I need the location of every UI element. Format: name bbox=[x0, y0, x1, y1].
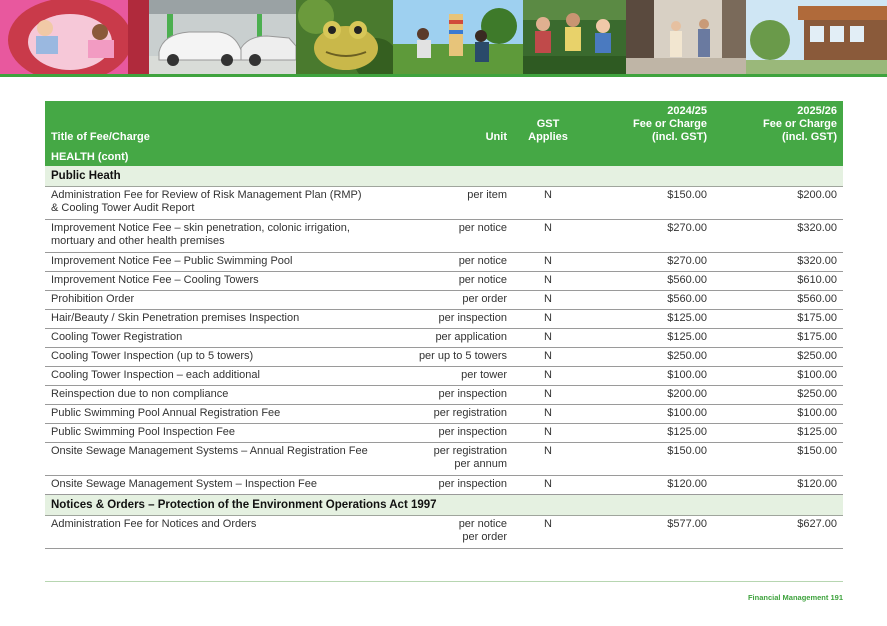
fee-2024-25 bbox=[583, 367, 713, 386]
table-row bbox=[45, 220, 843, 253]
fee-unit-text: per inspection bbox=[438, 478, 507, 490]
gst-applies bbox=[513, 348, 583, 367]
playground-photo bbox=[0, 0, 149, 74]
fee-2024-25 bbox=[583, 424, 713, 443]
fee-title-text: Reinspection due to non compliance bbox=[51, 388, 229, 400]
fee-unit-text: per registration bbox=[433, 407, 507, 419]
table-row bbox=[45, 272, 843, 291]
table-row bbox=[45, 516, 843, 549]
town-centre-photo bbox=[746, 0, 887, 74]
fee-2024-25 bbox=[583, 291, 713, 310]
gst-applies-text: N bbox=[544, 312, 552, 324]
fee-2024-25 bbox=[583, 348, 713, 367]
fee-unit-text: per notice bbox=[458, 255, 507, 267]
fee-2025-26-text: $150.00 bbox=[797, 445, 837, 457]
fee-2024-25-text: $125.00 bbox=[667, 426, 707, 438]
table-row bbox=[45, 367, 843, 386]
fee-2024-25 bbox=[583, 405, 713, 424]
fee-unit bbox=[387, 443, 513, 476]
header-title: Title of Fee/Charge bbox=[45, 101, 387, 147]
fee-title-text: Hair/Beauty / Skin Penetration premises Inspection bbox=[51, 312, 300, 324]
fee-2025-26 bbox=[713, 220, 843, 253]
fee-title bbox=[45, 291, 387, 310]
gst-applies-text: N bbox=[544, 189, 552, 201]
table-row bbox=[45, 405, 843, 424]
fee-2025-26 bbox=[713, 329, 843, 348]
fee-2024-25-text: $200.00 bbox=[667, 388, 707, 400]
fee-title-text: Prohibition Order bbox=[51, 293, 135, 305]
fee-2025-26 bbox=[713, 476, 843, 495]
fee-2025-26 bbox=[713, 443, 843, 476]
fee-unit bbox=[387, 291, 513, 310]
fee-2024-25 bbox=[583, 187, 713, 220]
fee-unit-text: per tower bbox=[461, 369, 507, 381]
fee-2024-25-text: $125.00 bbox=[667, 331, 707, 343]
fee-2025-26 bbox=[713, 310, 843, 329]
fee-2025-26-text: $610.00 bbox=[797, 274, 837, 286]
table-row bbox=[45, 291, 843, 310]
fee-title bbox=[45, 405, 387, 424]
gst-applies bbox=[513, 310, 583, 329]
gst-applies-text: N bbox=[544, 293, 552, 305]
fee-2024-25-text: $100.00 bbox=[667, 407, 707, 419]
fee-unit bbox=[387, 367, 513, 386]
gst-applies-text: N bbox=[544, 331, 552, 343]
fee-title bbox=[45, 187, 387, 220]
fee-unit-text: per inspection bbox=[438, 388, 507, 400]
gst-applies-text: N bbox=[544, 222, 552, 234]
gst-applies-text: N bbox=[544, 445, 552, 457]
fee-2024-25 bbox=[583, 516, 713, 549]
fee-2024-25-text: $100.00 bbox=[667, 369, 707, 381]
fee-unit-text: per notice bbox=[458, 518, 507, 530]
fee-2024-25 bbox=[583, 443, 713, 476]
footer-divider bbox=[45, 581, 843, 582]
footer-page-label: Financial Management 191 bbox=[747, 593, 843, 602]
fee-unit bbox=[387, 348, 513, 367]
fee-2024-25-text: $560.00 bbox=[667, 274, 707, 286]
fee-unit bbox=[387, 405, 513, 424]
ev-charging-photo bbox=[149, 0, 296, 74]
fee-title-text: Public Swimming Pool Inspection Fee bbox=[51, 426, 236, 438]
fee-unit-text: per item bbox=[467, 189, 507, 201]
fee-title bbox=[45, 386, 387, 405]
subsection-row bbox=[45, 166, 843, 187]
subsection-row bbox=[45, 495, 843, 516]
fee-2024-25-text: $150.00 bbox=[667, 445, 707, 457]
fee-2025-26-text: $250.00 bbox=[797, 388, 837, 400]
fee-unit-text: per inspection bbox=[438, 312, 507, 324]
fee-2024-25-text: $560.00 bbox=[667, 293, 707, 305]
fee-title-text: Cooling Tower Inspection (up to 5 towers) bbox=[51, 350, 254, 362]
fee-unit-text: per annum bbox=[454, 458, 507, 470]
subsection-title: Notices & Orders – Protection of the Environment Operations Act 1997 bbox=[45, 495, 843, 516]
fee-unit bbox=[387, 220, 513, 253]
fee-2024-25-text: $577.00 bbox=[667, 518, 707, 530]
fee-2025-26-text: $175.00 bbox=[797, 312, 837, 324]
fee-2024-25-text: $120.00 bbox=[667, 478, 707, 490]
gst-applies bbox=[513, 253, 583, 272]
fee-unit-text: per notice bbox=[458, 274, 507, 286]
gst-applies-text: N bbox=[544, 478, 552, 490]
fee-2025-26 bbox=[713, 291, 843, 310]
table-row bbox=[45, 476, 843, 495]
fee-title-text: Public Swimming Pool Annual Registration Fee bbox=[51, 407, 281, 419]
header-2025-26: 2025/26 Fee or Charge (incl. GST) bbox=[713, 101, 843, 147]
fee-unit-text: per order bbox=[462, 293, 507, 305]
fee-title-text: Administration Fee for Notices and Orders bbox=[51, 518, 257, 530]
fee-unit-text: per notice bbox=[458, 222, 507, 234]
fee-2024-25 bbox=[583, 253, 713, 272]
gst-applies bbox=[513, 443, 583, 476]
fee-2024-25-text: $270.00 bbox=[667, 255, 707, 267]
gst-applies bbox=[513, 424, 583, 443]
fee-unit-text: per up to 5 towers bbox=[418, 350, 507, 362]
fee-2024-25-text: $270.00 bbox=[667, 222, 707, 234]
street-photo bbox=[626, 0, 746, 74]
fee-unit bbox=[387, 476, 513, 495]
fee-title bbox=[45, 348, 387, 367]
fee-unit bbox=[387, 253, 513, 272]
fee-title bbox=[45, 329, 387, 348]
gst-applies bbox=[513, 272, 583, 291]
fee-2024-25 bbox=[583, 386, 713, 405]
fee-2024-25 bbox=[583, 329, 713, 348]
giant-jenga-photo bbox=[393, 0, 523, 74]
fee-2025-26 bbox=[713, 348, 843, 367]
gst-applies bbox=[513, 220, 583, 253]
gst-applies-text: N bbox=[544, 350, 552, 362]
fee-unit bbox=[387, 329, 513, 348]
header-gst: GST Applies bbox=[513, 101, 583, 147]
gst-applies bbox=[513, 405, 583, 424]
section-title: HEALTH (cont) bbox=[45, 147, 843, 166]
fee-2025-26 bbox=[713, 253, 843, 272]
fee-unit bbox=[387, 516, 513, 549]
fee-unit-text: per application bbox=[435, 331, 507, 343]
fees-table bbox=[45, 101, 843, 549]
fee-2024-25-text: $150.00 bbox=[667, 189, 707, 201]
fee-title bbox=[45, 443, 387, 476]
fee-2025-26-text: $175.00 bbox=[797, 331, 837, 343]
fee-2025-26 bbox=[713, 405, 843, 424]
fee-unit bbox=[387, 386, 513, 405]
fee-title-text: & Cooling Tower Audit Report bbox=[51, 202, 195, 214]
fee-unit-text: per order bbox=[462, 531, 507, 543]
fee-title bbox=[45, 424, 387, 443]
table-row bbox=[45, 424, 843, 443]
table-row bbox=[45, 253, 843, 272]
fee-title bbox=[45, 272, 387, 291]
fee-title bbox=[45, 476, 387, 495]
fee-title-text: Improvement Notice Fee – skin penetration, colonic irrigation, bbox=[51, 222, 350, 234]
fee-unit bbox=[387, 424, 513, 443]
banner-divider bbox=[0, 74, 887, 77]
fee-unit bbox=[387, 187, 513, 220]
fee-2025-26 bbox=[713, 386, 843, 405]
fee-2025-26-text: $100.00 bbox=[797, 407, 837, 419]
fee-2025-26-text: $200.00 bbox=[797, 189, 837, 201]
gst-applies-text: N bbox=[544, 369, 552, 381]
fee-title bbox=[45, 253, 387, 272]
fee-2024-25-text: $125.00 bbox=[667, 312, 707, 324]
header-unit: Unit bbox=[387, 101, 513, 147]
fee-2024-25-text: $250.00 bbox=[667, 350, 707, 362]
gst-applies bbox=[513, 329, 583, 348]
fee-2025-26-text: $560.00 bbox=[797, 293, 837, 305]
fee-2024-25 bbox=[583, 476, 713, 495]
gst-applies bbox=[513, 187, 583, 220]
gst-applies-text: N bbox=[544, 255, 552, 267]
frog-photo bbox=[296, 0, 393, 74]
gst-applies-text: N bbox=[544, 518, 552, 530]
gst-applies-text: N bbox=[544, 407, 552, 419]
fee-title-text: Onsite Sewage Management System – Inspection Fee bbox=[51, 478, 317, 490]
fee-2025-26-text: $120.00 bbox=[797, 478, 837, 490]
header-2024-25: 2024/25 Fee or Charge (incl. GST) bbox=[583, 101, 713, 147]
table-header bbox=[45, 101, 843, 147]
community-group-photo bbox=[523, 0, 626, 74]
fee-2025-26-text: $320.00 bbox=[797, 222, 837, 234]
subsection-title: Public Heath bbox=[45, 166, 843, 187]
fee-2025-26-text: $100.00 bbox=[797, 369, 837, 381]
fee-2025-26 bbox=[713, 272, 843, 291]
fee-2025-26 bbox=[713, 516, 843, 549]
gst-applies bbox=[513, 476, 583, 495]
fee-2025-26-text: $250.00 bbox=[797, 350, 837, 362]
gst-applies-text: N bbox=[544, 274, 552, 286]
table-row bbox=[45, 187, 843, 220]
fee-2025-26-text: $125.00 bbox=[797, 426, 837, 438]
section-row bbox=[45, 147, 843, 166]
gst-applies bbox=[513, 367, 583, 386]
fee-title-text: Cooling Tower Inspection – each additional bbox=[51, 369, 260, 381]
table-row bbox=[45, 348, 843, 367]
fee-title-text: Onsite Sewage Management Systems – Annual Registration Fee bbox=[51, 445, 368, 457]
gst-applies bbox=[513, 386, 583, 405]
gst-applies bbox=[513, 516, 583, 549]
fee-2025-26-text: $627.00 bbox=[797, 518, 837, 530]
fee-2024-25 bbox=[583, 272, 713, 291]
fee-2024-25 bbox=[583, 310, 713, 329]
fee-title bbox=[45, 516, 387, 549]
table-row bbox=[45, 310, 843, 329]
fee-title bbox=[45, 367, 387, 386]
photo-banner bbox=[0, 0, 887, 74]
fee-title bbox=[45, 310, 387, 329]
fee-2025-26-text: $320.00 bbox=[797, 255, 837, 267]
fee-unit-text: per registration bbox=[433, 445, 507, 457]
fee-unit-text: per inspection bbox=[438, 426, 507, 438]
fee-title-text: Cooling Tower Registration bbox=[51, 331, 183, 343]
gst-applies-text: N bbox=[544, 426, 552, 438]
fee-title-text: Improvement Notice Fee – Public Swimming Pool bbox=[51, 255, 293, 267]
fee-2024-25 bbox=[583, 220, 713, 253]
table-row bbox=[45, 386, 843, 405]
table-row bbox=[45, 443, 843, 476]
fee-title-text: mortuary and other health premises bbox=[51, 235, 225, 247]
fee-2025-26 bbox=[713, 187, 843, 220]
gst-applies bbox=[513, 291, 583, 310]
fee-title bbox=[45, 220, 387, 253]
table-row bbox=[45, 329, 843, 348]
fee-2025-26 bbox=[713, 367, 843, 386]
fee-unit bbox=[387, 310, 513, 329]
fee-title-text: Improvement Notice Fee – Cooling Towers bbox=[51, 274, 259, 286]
fee-unit bbox=[387, 272, 513, 291]
fee-title-text: Administration Fee for Review of Risk Management Plan (RMP) bbox=[51, 189, 362, 201]
gst-applies-text: N bbox=[544, 388, 552, 400]
fee-2025-26 bbox=[713, 424, 843, 443]
